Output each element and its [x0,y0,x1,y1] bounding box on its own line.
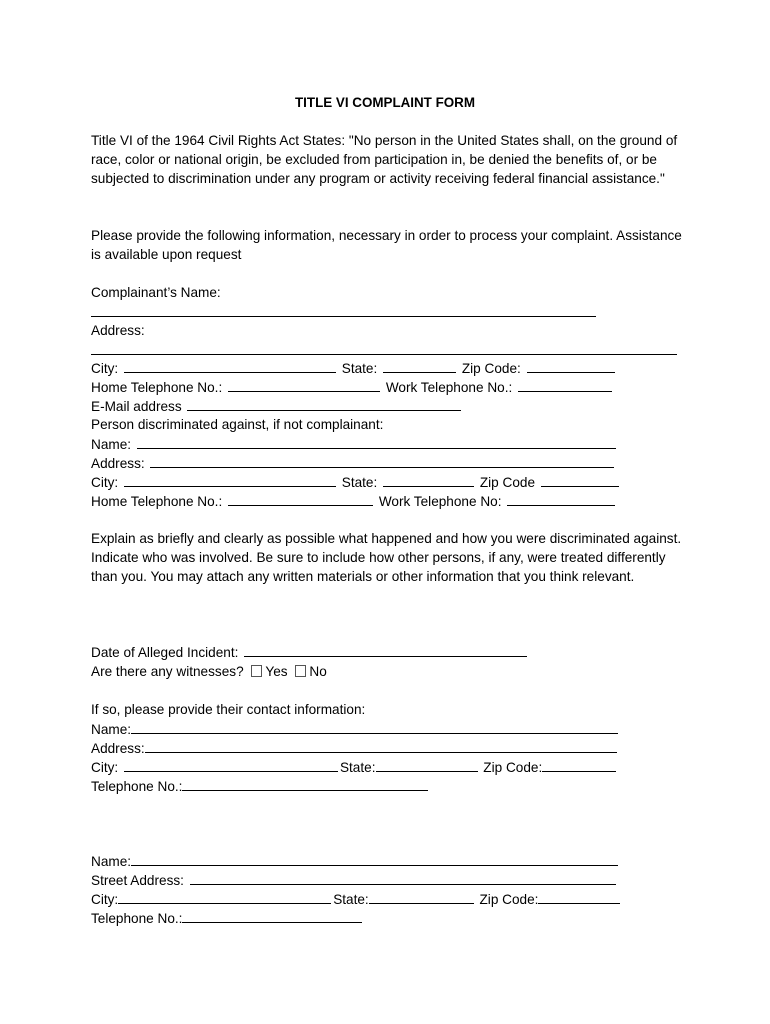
other-zip-field[interactable] [541,472,619,487]
other-home-phone-field[interactable] [228,491,373,506]
zip-label: Zip Code [479,475,536,490]
incident-date-field[interactable] [244,642,527,657]
street-address-label: Street Address: [91,873,184,888]
zip-label: Zip Code: [479,892,539,907]
complainant-name-label: Complainant’s Name: [91,285,221,300]
phone-label: Telephone No.: [91,779,183,794]
incident-date-row [91,642,529,661]
witness2-city-row [91,889,622,908]
no-checkbox[interactable] [295,665,306,677]
complainant-state-field[interactable] [383,358,456,373]
home-phone-label: Home Telephone No.: [91,380,223,395]
name-label: Name: [91,854,132,869]
witness1-zip-field[interactable] [542,757,616,772]
other-name-field[interactable] [137,434,616,449]
state-label: State: [333,892,369,907]
witness2-city-field[interactable] [118,889,331,904]
address-label: Address: [91,741,145,756]
other-state-field[interactable] [383,472,474,487]
witness1-name-row [91,719,620,738]
other-city-row [91,472,621,491]
other-city-field[interactable] [124,472,336,487]
witness-heading: If so, please provide their contact information: [91,702,366,717]
witness1-phone-field[interactable] [182,776,428,791]
city-label: City: [91,475,119,490]
complainant-email-field[interactable] [187,396,461,411]
witness1-address-field[interactable] [145,738,617,753]
yes-label: Yes [265,664,288,679]
name-label: Name: [91,722,132,737]
witness1-phone-row [91,776,430,795]
complainant-city-field[interactable] [124,358,336,373]
state-label: State: [339,760,376,775]
complainant-address-field[interactable] [91,354,677,355]
explain-paragraph: Explain as briefly and clearly as possible what happened and how you were discriminated against. Indicate who was involved. Be sure to include how other persons, if any, were treated differently than you. You may attach any written materials or other information that you think relevant. [91,531,682,584]
complainant-zip-field[interactable] [527,358,615,373]
complainant-phone-row [91,377,614,396]
witness1-state-field[interactable] [376,757,478,772]
witness2-street-row [91,870,618,889]
witness2-phone-row [91,908,364,927]
complainant-address-label: Address: [91,323,145,338]
other-work-phone-field[interactable] [507,491,615,506]
city-label: City: [91,760,119,775]
other-name-row [91,434,618,453]
zip-label: Zip Code: [483,760,543,775]
form-title: TITLE VI COMPLAINT FORM [294,95,475,110]
complainant-email-row [91,396,463,415]
city-label: City: [91,892,119,907]
witness2-name-field[interactable] [131,851,618,866]
complainant-home-phone-field[interactable] [228,377,380,392]
state-label: State: [341,475,378,490]
witness1-city-row [91,757,618,776]
name-label: Name: [91,437,132,452]
witness1-name-field[interactable] [131,719,618,734]
witness2-street-field[interactable] [190,870,616,885]
email-label: E-Mail address [91,399,182,414]
complainant-name-field[interactable] [91,316,596,317]
complainant-work-phone-field[interactable] [518,377,612,392]
state-label: State: [341,361,378,376]
other-address-row [91,453,616,472]
complainant-city-row [91,358,617,377]
intro-paragraph: Title VI of the 1964 Civil Rights Act States: "No person in the United States shall, on the ground of race, color or national origin, be excluded from participation in, be denied the benefits of, or be subjected to discrimination under any program or activity receiving federal financial assistance." [91,133,678,186]
witness2-phone-field[interactable] [182,908,362,923]
other-phone-row [91,491,617,510]
witness-question-row [91,662,327,681]
home-phone-label: Home Telephone No.: [91,494,223,509]
address-label: Address: [91,456,145,471]
yes-checkbox[interactable] [251,665,262,677]
work-phone-label: Work Telephone No.: [385,380,513,395]
witness2-zip-field[interactable] [538,889,620,904]
incident-date-label: Date of Alleged Incident: [91,645,239,660]
zip-label: Zip Code: [461,361,521,376]
witness2-name-row [91,851,620,870]
no-label: No [309,664,327,679]
other-address-field[interactable] [150,453,614,468]
instructions-paragraph: Please provide the following information, necessary in order to process your complaint. Assistance is available upon request [91,228,682,262]
phone-label: Telephone No.: [91,911,183,926]
witness2-state-field[interactable] [369,889,474,904]
work-phone-label: Work Telephone No: [378,494,502,509]
witness1-city-field[interactable] [124,757,338,772]
other-person-heading: Person discriminated against, if not complainant: [91,417,384,432]
city-label: City: [91,361,119,376]
witness1-address-row [91,738,619,757]
witness-question: Are there any witnesses? [91,664,244,679]
